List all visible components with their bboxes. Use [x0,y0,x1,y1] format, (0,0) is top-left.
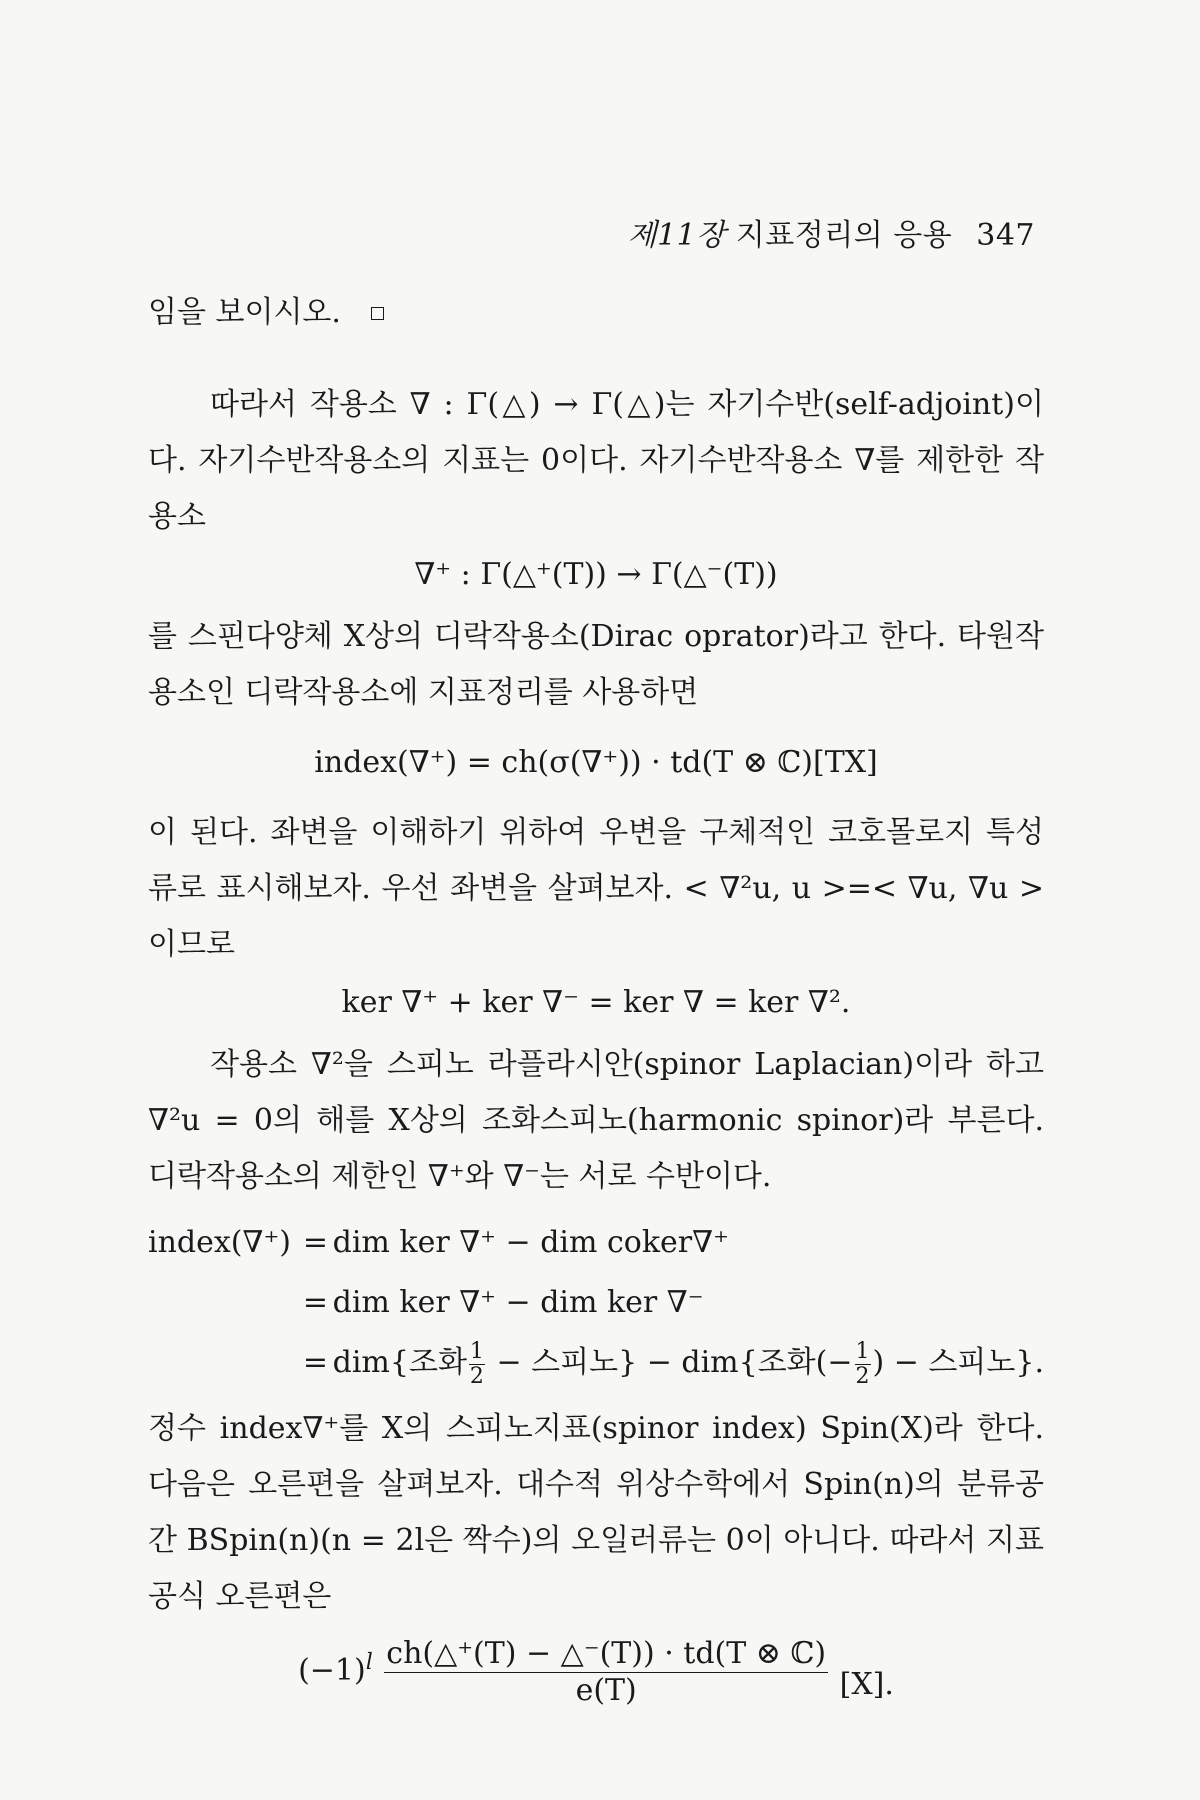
aligned-equations [148,1213,1044,1393]
aligned-rhs-3-part: dim{조화 [332,1345,467,1380]
aligned-rhs-1: dim ker ∇⁺ − dim coker∇⁺ [332,1225,729,1260]
page-body [148,285,1044,1713]
aligned-row [148,1333,1044,1393]
paragraph-text: 임을 보이시오. [148,295,341,330]
fundamental-class: [X]. [839,1667,894,1702]
aligned-rhs-3 [333,1333,1044,1393]
aligned-lhs: index(∇⁺) [148,1225,291,1260]
fraction-half [469,1340,485,1389]
equals-sign: = [302,1345,329,1380]
qed-square-icon [371,307,384,320]
equation-index-formula [148,1635,1044,1713]
paragraph-harmonic-spinor: 작용소 ∇²을 스피노 라플라시안(spinor Laplacian)이라 하고 ∇²u = 0의 해를 X상의 조화스피노(harmonic spinor)라 부른다. 디락작용소의 제한인 ∇⁺와 ∇⁻는 서로 수반이다. [148,1047,1044,1194]
aligned-rhs-2: dim ker ∇⁺ − dim ker ∇⁻ [332,1285,704,1320]
paragraph-exercise-end [148,285,1044,341]
aligned-row [148,1273,1044,1333]
fraction-half [855,1340,871,1389]
paragraph-dirac-operator: 를 스핀다양체 X상의 디락작용소(Dirac oprator)라고 한다. 타원작용소인 디락작용소에 지표정리를 사용하면 [148,619,1044,710]
aligned-row [148,1213,1044,1273]
page-number: 347 [976,218,1035,253]
fraction-numerator: 1 [855,1338,870,1364]
equation-dirac-restriction: ∇⁺ : Γ(△⁺(T)) → Γ(△⁻(T)) [414,557,778,592]
sign-exponent: l [365,1650,373,1675]
formula-fraction [384,1636,828,1709]
aligned-rhs-3-part: − 스피노} − dim{조화(− [486,1345,853,1380]
equation-kernel: ker ∇⁺ + ker ∇⁻ = ker ∇ = ker ∇². [341,985,851,1020]
paragraph-left-side: 이 된다. 좌변을 이해하기 위하여 우변을 구체적인 코호몰로지 특성류로 표시해보자. 우선 좌변을 살펴보자. < ∇²u, u >=< ∇u, ∇u >이므로 [148,815,1044,962]
aligned-rhs-3-part: ) − 스피노}. [872,1345,1044,1380]
chapter-title: 지표정리의 응용 [735,218,953,253]
equals-sign: = [302,1285,329,1320]
formula-numerator: ch(△⁺(T) − △⁻(T)) · td(T ⊗ ℂ) [386,1635,827,1671]
sign-factor: (−1) [298,1653,366,1688]
chapter-number: 제11장 [627,218,726,253]
fraction-numerator: 1 [469,1338,484,1364]
equals-sign: = [302,1225,329,1260]
paragraph-self-adjoint: 따라서 작용소 ∇ : Γ(△) → Γ(△)는 자기수반(self-adjoint)이다. 자기수반작용소의 지표는 0이다. 자기수반작용소 ∇를 제한한 작용소 [148,387,1044,534]
fraction-denominator: 2 [469,1363,484,1389]
running-header [628,210,1035,254]
paragraph-spinor-index: 정수 index∇⁺를 X의 스피노지표(spinor index) Spin(X)라 한다. 다음은 오른편을 살펴보자. 대수적 위상수학에서 Spin(n)의 분류공간 BSpin(n)(n = 2l은 짝수)의 오일러류는 0이 아니다. 따라서 지표공식 오른편은 [148,1411,1044,1614]
fraction-denominator: 2 [855,1363,870,1389]
equation-index-theorem: index(∇⁺) = ch(σ(∇⁺)) · td(T ⊗ ℂ)[TX] [314,745,878,780]
formula-denominator: e(T) [575,1672,637,1708]
